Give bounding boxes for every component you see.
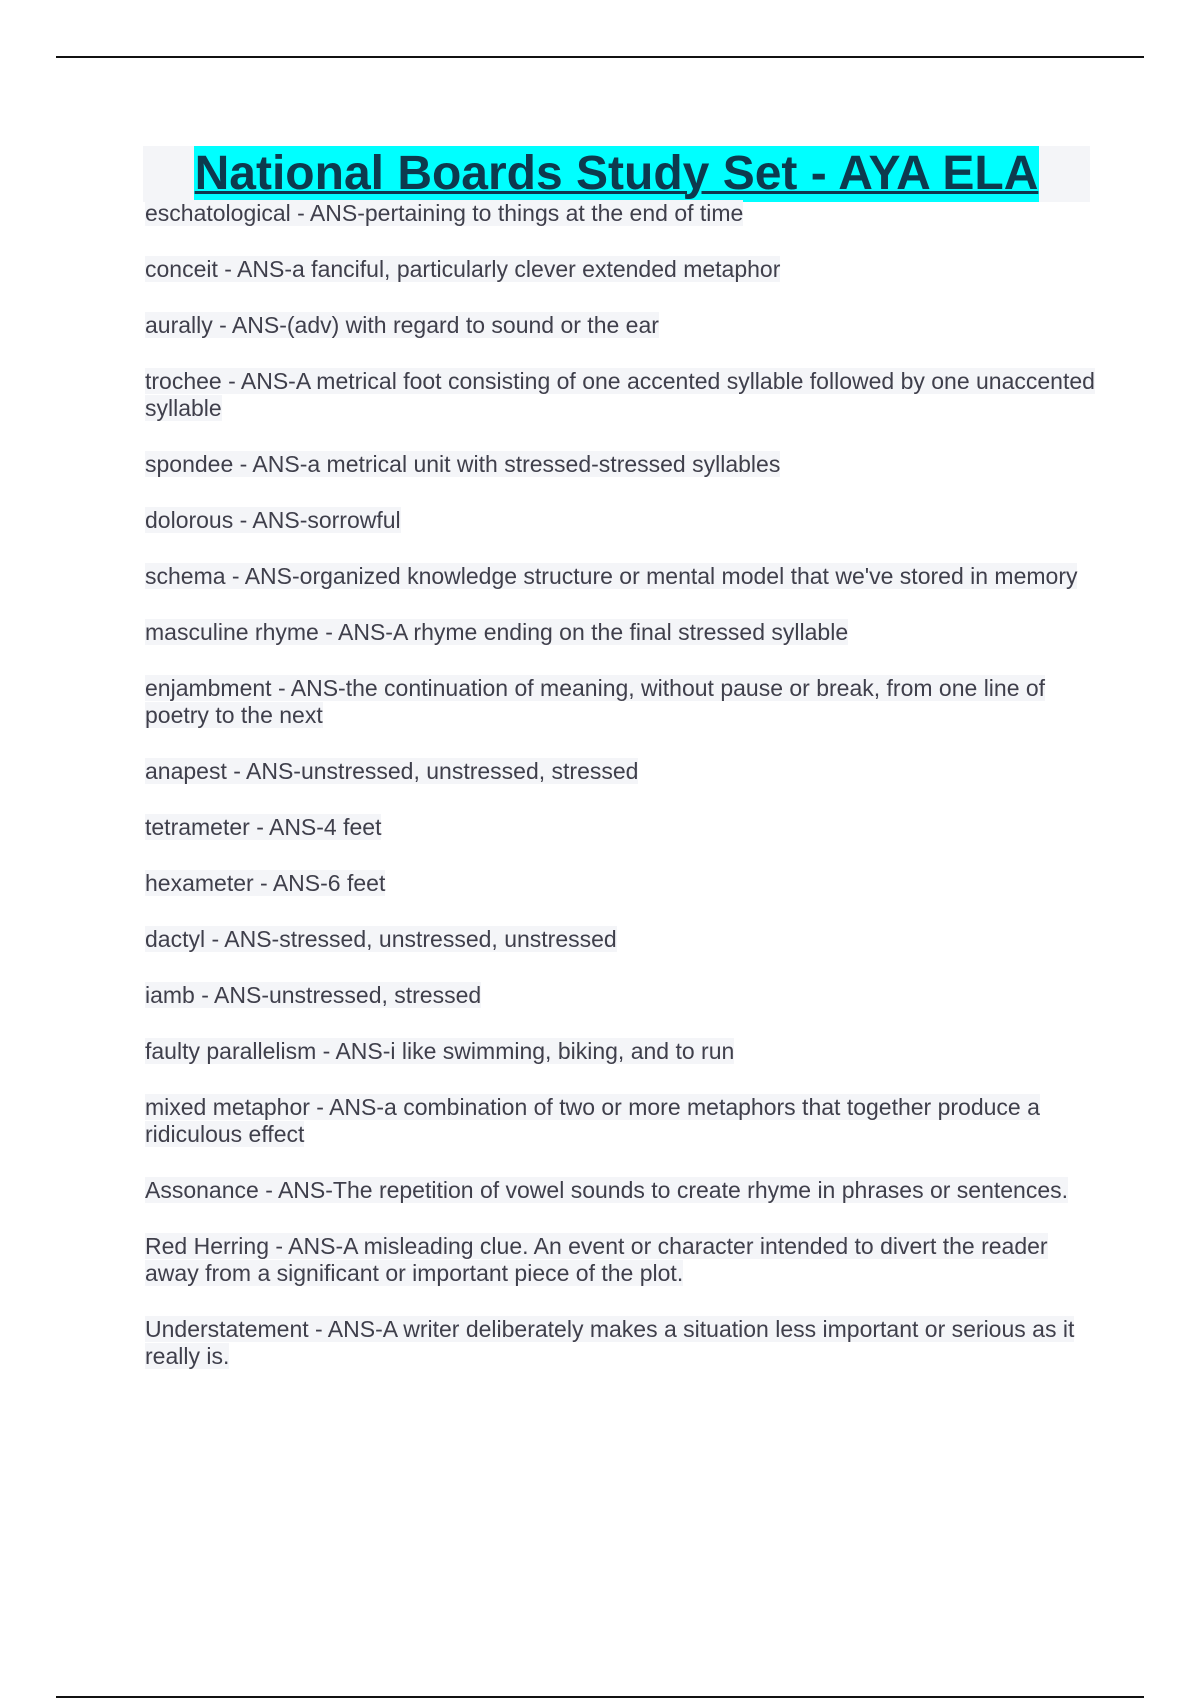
entry [145, 1177, 1095, 1204]
entry [145, 256, 1095, 283]
entry [145, 1233, 1095, 1287]
entry-text: dactyl - ANS-stressed, unstressed, unstressed [145, 926, 617, 952]
entry-text: faulty parallelism - ANS-i like swimming, biking, and to run [145, 1038, 735, 1064]
entry [145, 1038, 1095, 1065]
entry-text: dolorous - ANS-sorrowful [145, 507, 401, 533]
entry [145, 758, 1095, 785]
entry-text: mixed metaphor - ANS-a combination of two or more metaphors that together produce a ridiculous effect [145, 1094, 1040, 1147]
entry-text: trochee - ANS-A metrical foot consisting of one accented syllable followed by one unaccented syllable [145, 368, 1095, 421]
entry [145, 870, 1095, 897]
entry-list [145, 200, 1095, 1399]
entry [145, 312, 1095, 339]
entry-text: tetrameter - ANS-4 feet [145, 814, 382, 840]
entry-text: iamb - ANS-unstressed, stressed [145, 982, 482, 1008]
entry [145, 200, 1095, 227]
entry-text: Understatement - ANS-A writer deliberately makes a situation less important or serious as it really is. [145, 1316, 1075, 1369]
top-divider [56, 56, 1144, 58]
entry-text: enjambment - ANS-the continuation of meaning, without pause or break, from one line of poetry to the next [145, 675, 1046, 728]
entry [145, 814, 1095, 841]
entry [145, 451, 1095, 478]
entry [145, 1094, 1095, 1148]
entry-text: hexameter - ANS-6 feet [145, 870, 386, 896]
page-title: National Boards Study Set - AYA ELA [194, 147, 1039, 200]
entry [145, 563, 1095, 590]
entry-text: spondee - ANS-a metrical unit with stressed-stressed syllables [145, 451, 781, 477]
entry-text: eschatological - ANS-pertaining to things at the end of time [145, 200, 744, 226]
entry-text: conceit - ANS-a fanciful, particularly clever extended metaphor [145, 256, 781, 282]
entry [145, 619, 1095, 646]
entry-text: schema - ANS-organized knowledge structure or mental model that we've stored in memory [145, 563, 1078, 589]
entry-text: masculine rhyme - ANS-A rhyme ending on the final stressed syllable [145, 619, 849, 645]
entry-text: aurally - ANS-(adv) with regard to sound or the ear [145, 312, 659, 338]
entry [145, 675, 1095, 729]
entry [145, 926, 1095, 953]
entry [145, 982, 1095, 1009]
entry-text: Red Herring - ANS-A misleading clue. An event or character intended to divert the reader away from a significant or important piece of the plot. [145, 1233, 1048, 1286]
bottom-divider [56, 1696, 1144, 1698]
title-band [143, 146, 1090, 202]
entry [145, 507, 1095, 534]
entry-text: Assonance - ANS-The repetition of vowel sounds to create rhyme in phrases or sentences. [145, 1177, 1069, 1203]
entry [145, 368, 1095, 422]
entry-text: anapest - ANS-unstressed, unstressed, stressed [145, 758, 639, 784]
entry [145, 1316, 1095, 1370]
